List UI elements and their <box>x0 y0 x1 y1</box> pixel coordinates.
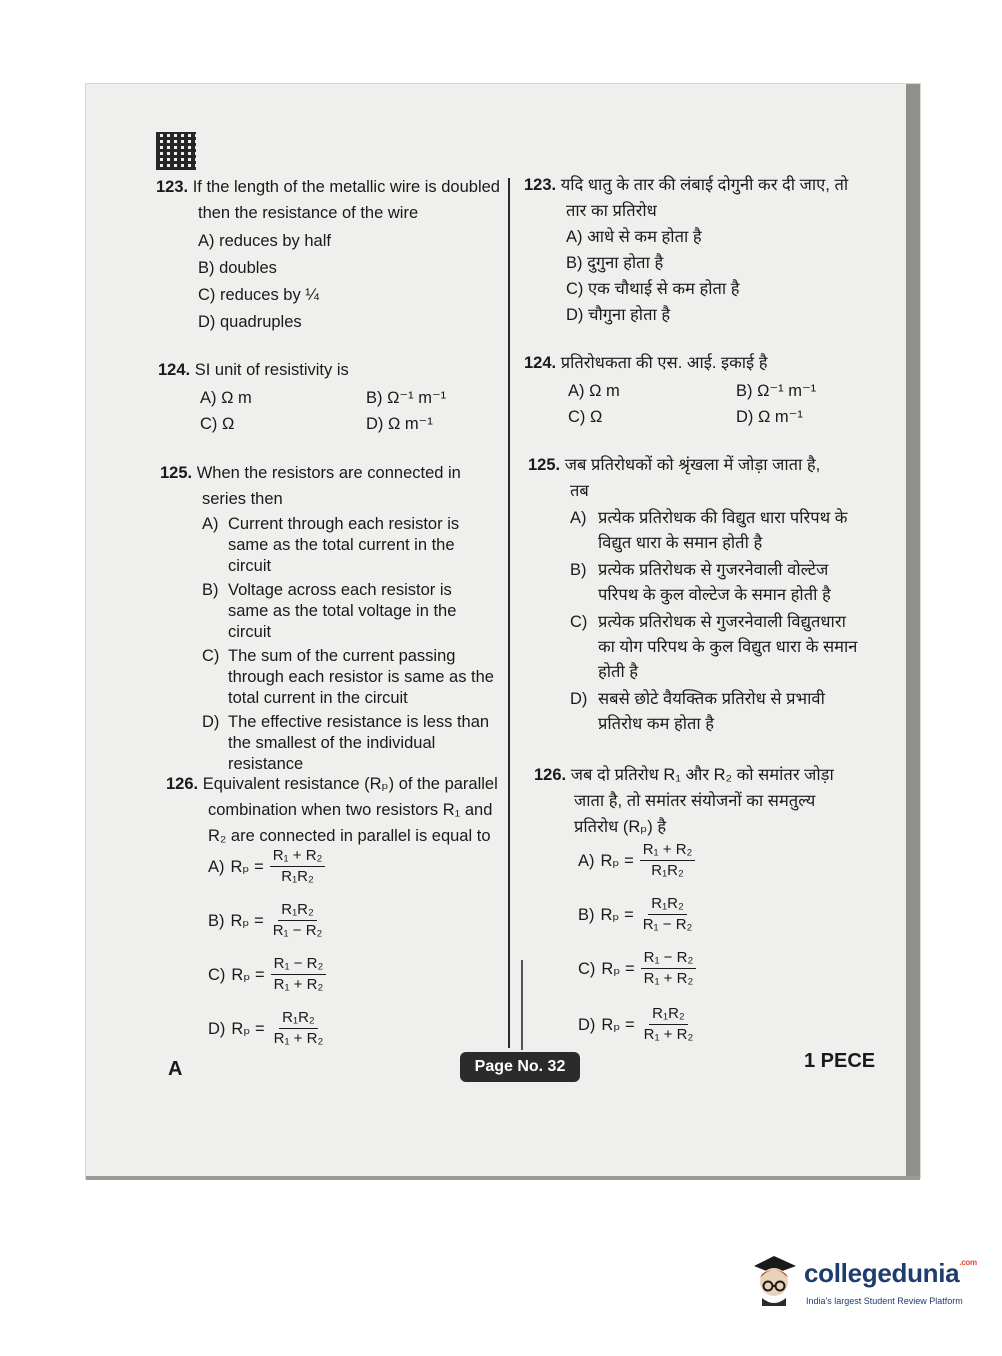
option-a: A) प्रत्येक प्रतिरोधक की विद्युत धारा परिपथ के विद्युत धारा के समान होती है <box>570 509 848 552</box>
option-a: A) Ω m <box>200 389 252 407</box>
option-b: B) दुगुना होता है <box>566 254 664 272</box>
option-a: A) reduces by half <box>198 232 331 250</box>
question-number: 125. <box>160 464 193 482</box>
formula-option-d: D) Rₚ = $\frac{\text{R₁R₂}}{\text{R₁ + R₂}}$ <box>208 1009 324 1047</box>
collegedunia-watermark <box>748 1252 977 1312</box>
question-text: प्रतिरोधकता की एस. आई. इकाई है <box>560 354 768 372</box>
column-divider-lower <box>521 960 523 1050</box>
question-123-en <box>156 174 500 335</box>
option-d: D) The effective resistance is less than the smallest of the individual resistance <box>202 713 490 773</box>
question-text: तार का प्रतिरोध <box>566 202 657 220</box>
question-text: जाता है, तो समांतर संयोजनों का समतुल्य <box>574 792 816 810</box>
page-bottom-edge <box>86 1176 920 1180</box>
collegedunia-logo-icon <box>748 1254 798 1308</box>
option-b: B) Ω⁻¹ m⁻¹ <box>366 389 447 407</box>
option-c: C) The sum of the current passing through each resistor is same as the total current in the circuit <box>202 647 494 707</box>
brand-suffix: .com <box>959 1258 977 1267</box>
question-text: जब प्रतिरोधकों को श्रृंखला में जोड़ा जाता है, <box>564 456 821 474</box>
option-c: C) reduces by ¼ <box>198 286 320 304</box>
option-a: A) Current through each resistor is same as the total current in the circuit <box>202 515 460 575</box>
page-number-badge: Page No. 32 <box>460 1052 580 1082</box>
formula-option-b: B) Rₚ = $\frac{\text{R₁R₂}}{\text{R₁ − R₂}}$ <box>578 895 693 933</box>
option-b: B) doubles <box>198 259 277 277</box>
option-c: C) प्रत्येक प्रतिरोधक से गुजरनेवाली विद्युतधारा का योग परिपथ के कुल विद्युत धारा के समान होती है <box>570 613 858 681</box>
question-text: series then <box>202 490 283 508</box>
question-number: 123. <box>524 176 557 194</box>
formula-option-c: C) Rₚ = $\frac{\text{R₁ − R₂}}{\text{R₁ + R₂}}$ <box>578 948 696 989</box>
brand-name: collegedunia <box>804 1258 960 1288</box>
question-text: R₂ are connected in parallel is equal to <box>208 827 491 845</box>
option-c: C) Ω <box>568 408 603 426</box>
formula-option-b: B) Rₚ = $\frac{\text{R₁R₂}}{\text{R₁ − R₂}}$ <box>208 901 323 939</box>
question-number: 126. <box>166 775 199 793</box>
option-c: C) एक चौथाई से कम होता है <box>566 280 740 298</box>
option-a: A) Ω m <box>568 382 620 400</box>
question-125-en <box>160 460 498 775</box>
option-b: B) Ω⁻¹ m⁻¹ <box>736 382 817 400</box>
formula-option-a: A) Rₚ = $\frac{\text{R₁ + R₂}}{\text{R₁R₂}}$ <box>208 846 325 887</box>
page-edge-shadow <box>906 84 920 1178</box>
formula-option-c: C) Rₚ = $\frac{\text{R₁ − R₂}}{\text{R₁ + R₂}}$ <box>208 954 326 995</box>
question-number: 125. <box>528 456 561 474</box>
question-number: 124. <box>524 354 557 372</box>
question-124-hi <box>524 350 864 430</box>
question-text: प्रतिरोध (Rₚ) है <box>574 818 667 836</box>
question-126-en <box>166 771 506 849</box>
option-d: D) Ω m⁻¹ <box>736 408 803 426</box>
question-124-en <box>158 357 498 437</box>
formula-option-d: D) Rₚ = $\frac{\text{R₁R₂}}{\text{R₁ + R₂}}$ <box>578 1005 694 1043</box>
option-a: A) आधे से कम होता है <box>566 228 702 246</box>
option-b: B) प्रत्येक प्रतिरोधक से गुजरनेवाली वोल्टेज परिपथ के कुल वोल्टेज के समान होती है <box>570 561 831 604</box>
option-d: D) Ω m⁻¹ <box>366 415 433 433</box>
option-d: D) चौगुना होता है <box>566 306 671 324</box>
column-divider <box>508 178 510 1048</box>
paper-code: 1 PECE <box>804 1050 876 1072</box>
option-d: D) quadruples <box>198 313 302 331</box>
question-text: जब दो प्रतिरोध R₁ और R₂ को समांतर जोड़ा <box>570 766 834 784</box>
question-number: 123. <box>156 178 189 196</box>
question-123-hi <box>524 172 864 328</box>
option-d: D) सबसे छोटे वैयक्तिक प्रतिरोध से प्रभावी प्रतिरोध कम होता है <box>570 690 825 733</box>
question-126-hi <box>534 762 874 840</box>
question-125-hi <box>528 452 868 737</box>
qr-code-icon <box>156 132 196 170</box>
question-number: 124. <box>158 361 191 379</box>
question-text: When the resistors are connected in <box>196 464 461 482</box>
question-number: 126. <box>534 766 567 784</box>
question-text: SI unit of resistivity is <box>194 361 349 379</box>
option-b: B) Voltage across each resistor is same as the total voltage in the circuit <box>202 581 457 641</box>
question-text: तब <box>570 482 589 500</box>
question-text: then the resistance of the wire <box>198 204 419 222</box>
brand-tagline: India's largest Student Review Platform <box>806 1296 963 1306</box>
question-text: combination when two resistors R₁ and <box>208 801 493 819</box>
series-code: A <box>168 1058 183 1080</box>
formula-option-a: A) Rₚ = $\frac{\text{R₁ + R₂}}{\text{R₁R₂}}$ <box>578 840 695 881</box>
option-c: C) Ω <box>200 415 235 433</box>
question-text: If the length of the metallic wire is doubled <box>192 178 500 196</box>
question-text: Equivalent resistance (Rₚ) of the parallel <box>202 775 498 793</box>
question-text: यदि धातु के तार की लंबाई दोगुनी कर दी जाए, तो <box>560 176 849 194</box>
